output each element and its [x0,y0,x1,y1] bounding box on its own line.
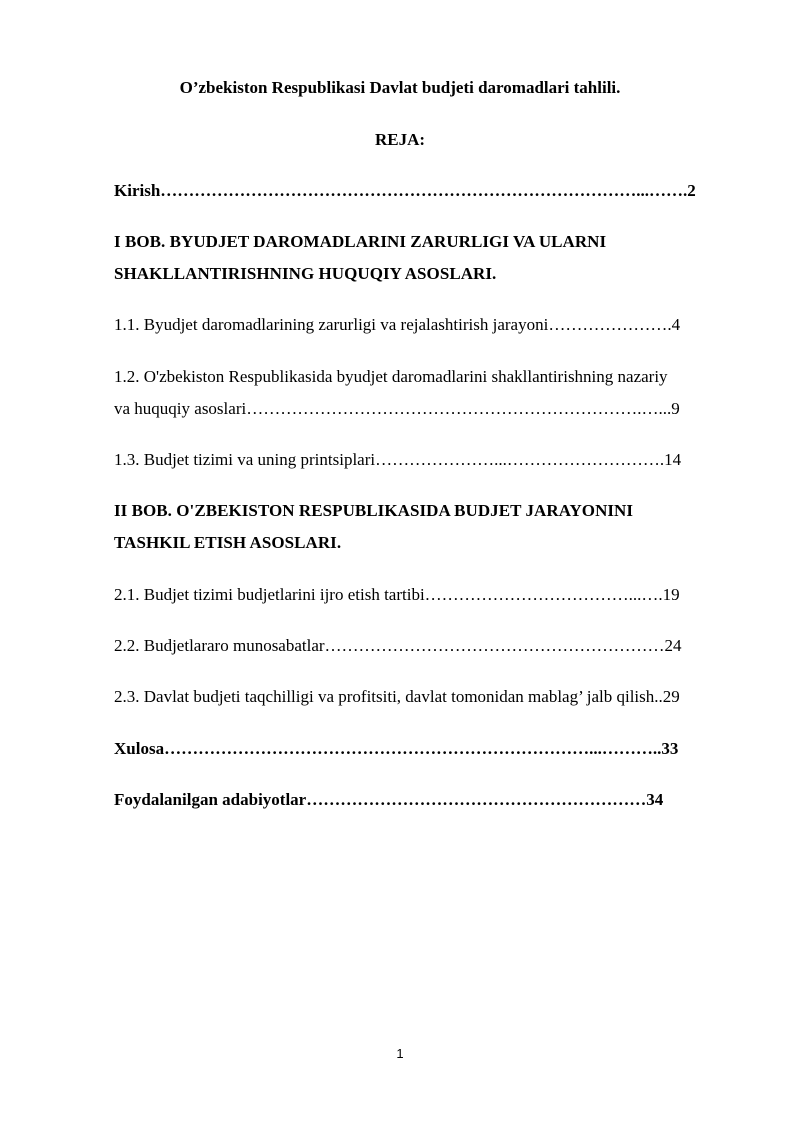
toc-entry-introduction: Kirish…………………………………………………………………………...…….2 [114,181,696,200]
toc-entry-2-2: 2.2. Budjetlararo munosabatlar……………………………………………………24 [114,636,682,655]
toc-entry-bibliography: Foydalanilgan adabiyotlar……………………………………………………34 [114,790,664,809]
toc-entry-conclusion: Xulosa…………………………………………………………………...………..33 [114,739,679,758]
toc-entry-1-1: 1.1. Byudjet daromadlarining zarurligi va rejalashtirish jarayoni………………….4 [114,315,681,334]
toc-entry-1-2-line-2: va huquqiy asoslari…………………………………………………………….…...9 [114,399,680,418]
toc-entry-1-3: 1.3. Budjet tizimi va uning printsiplari…………………...……………………….14 [114,450,682,469]
document-title: O’zbekiston Respublikasi Davlat budjeti daromadlari tahlili. [179,78,621,97]
toc-chapter-1-title-line-1: I BOB. BYUDJET DAROMADLARINI ZARURLIGI VA ULARNI [114,232,607,251]
toc-chapter-2-title-line-2: TASHKIL ETISH ASOSLARI. [114,533,342,552]
page-number: 1 [396,1046,404,1061]
toc-entry-1-2-line-1: 1.2. O'zbekiston Respublikasida byudjet daromadlarini shakllantirishning nazariy [114,367,668,386]
toc-chapter-1-title-line-2: SHAKLLANTIRISHNING HUQUQIY ASOSLARI. [114,264,497,283]
toc-chapter-2-title-line-1: II BOB. O'ZBEKISTON RESPUBLIKASIDA BUDJET JARAYONINI [114,501,634,520]
toc-entry-2-1: 2.1. Budjet tizimi budjetlarini ijro etish tartibi………………………………...….19 [114,585,680,604]
toc-entry-2-3: 2.3. Davlat budjeti taqchilligi va profitsiti, davlat tomonidan mablag’ jalb qilish..29 [114,687,680,706]
plan-heading: REJA: [374,130,426,149]
